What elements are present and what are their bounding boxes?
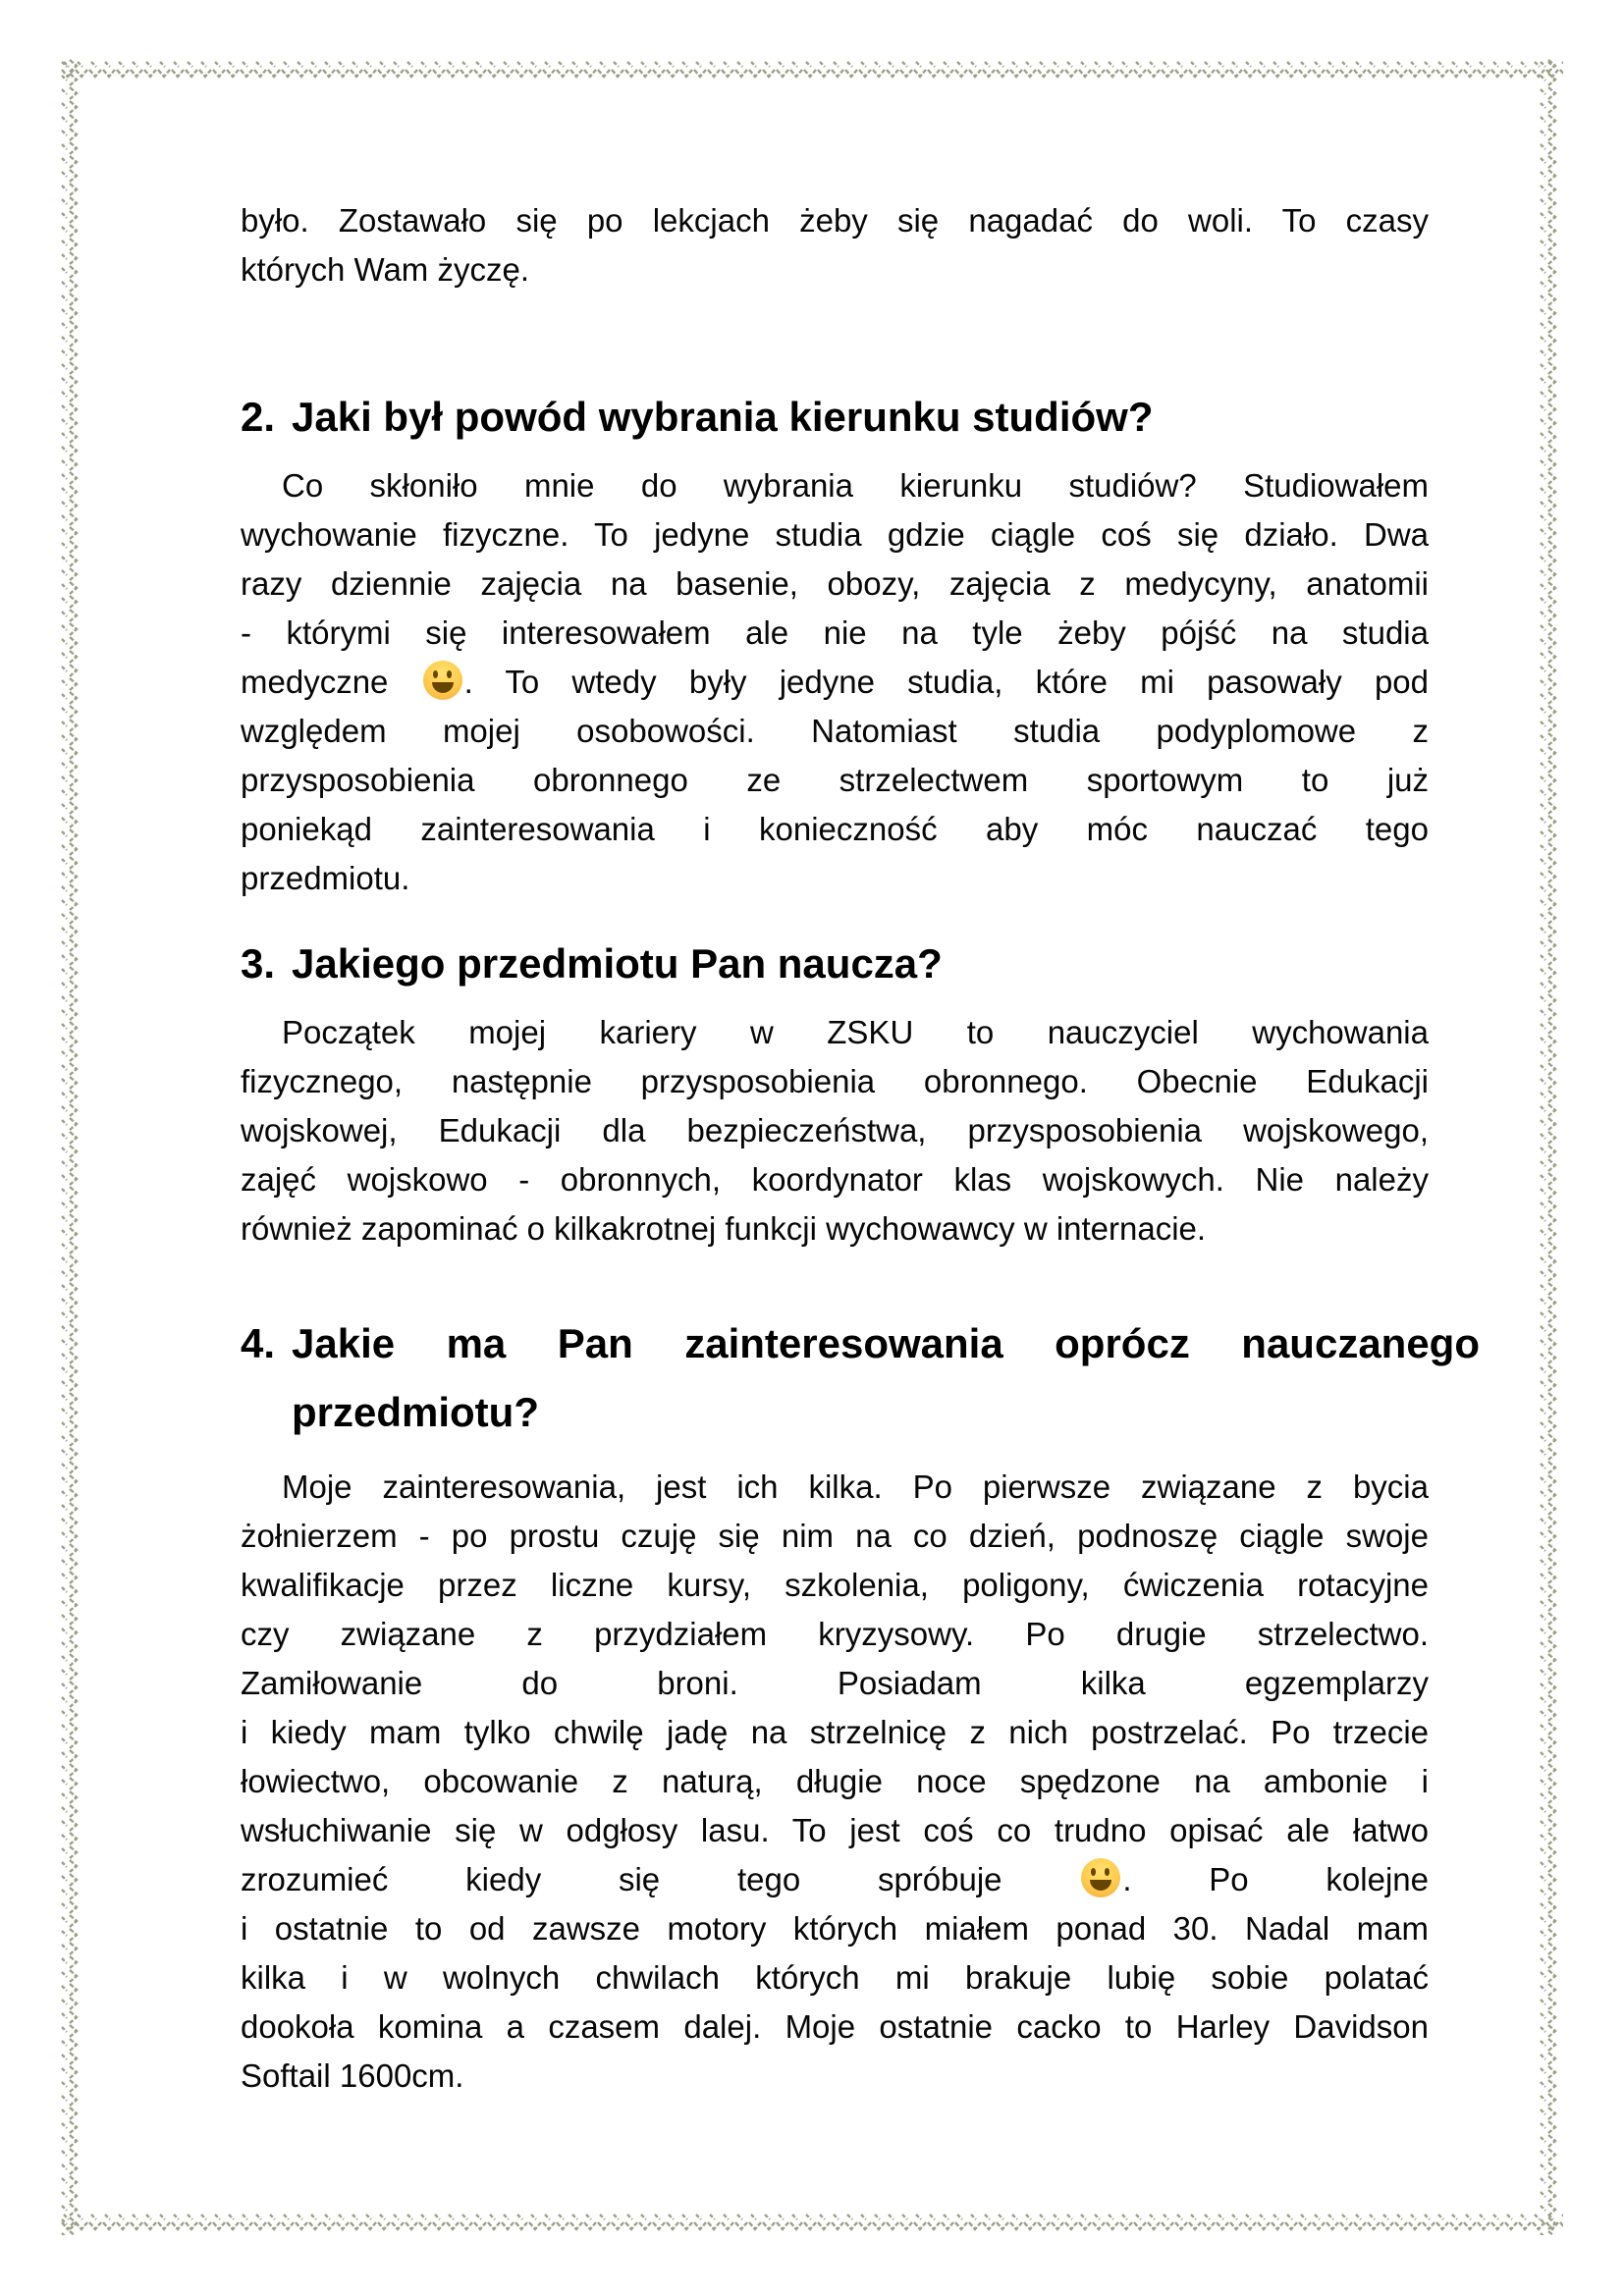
heading-text <box>292 383 1480 452</box>
text-line: których Wam życzę. <box>241 251 529 288</box>
text-line: Początek mojej kariery w ZSKU to nauczyciel wychowania <box>282 1014 1429 1050</box>
text-line: zrozumieć kiedy się tego spróbuje . Po kolejne <box>241 1855 1429 1904</box>
text-line: przysposobienia obronnego ze strzelectwem sportowym to już <box>241 762 1429 798</box>
text-line: czy związane z przydziałem kryzysowy. Po drugie strzelectwo. <box>241 1616 1429 1652</box>
text-line: wychowanie fizyczne. To jedyne studia gdzie ciągle coś się działo. Dwa <box>241 516 1429 553</box>
text-line: przedmiotu? <box>292 1389 539 1435</box>
page-border-right <box>1538 59 1561 2235</box>
heading-text <box>292 1309 1480 1447</box>
text-line: również zapominać o kilkakrotnej funkcji wychowawcy w internacie. <box>241 1210 1207 1247</box>
text-line: Zamiłowanie do broni. Posiadam kilka egzemplarzy <box>241 1665 1429 1701</box>
text-line: medyczne . To wtedy były jedyne studia, które mi pasowały pod <box>241 658 1429 707</box>
section-2-paragraph <box>241 461 1429 903</box>
text-line: Co skłoniło mnie do wybrania kierunku studiów? Studiowałem <box>282 467 1429 504</box>
heading-text <box>292 930 1480 998</box>
text-line: Moje zainteresowania, jest ich kilka. Po pierwsze związane z bycia <box>282 1468 1429 1505</box>
text-line: kilka i w wolnych chwilach których mi brakuje lubię sobie polatać <box>241 1959 1429 1996</box>
section-3-paragraph <box>241 1008 1429 1254</box>
section-3-heading <box>241 930 1480 998</box>
text-line: i ostatnie to od zawsze motory których miałem ponad 30. Nadal mam <box>241 1910 1429 1947</box>
text-line: Jakie ma Pan zainteresowania oprócz nauczanego <box>292 1320 1480 1366</box>
section-4-heading <box>241 1309 1480 1447</box>
text-line: przedmiotu. <box>241 860 410 896</box>
page-border-left <box>59 59 82 2235</box>
text-line: poniekąd zainteresowania i konieczność aby móc nauczać tego <box>241 811 1429 847</box>
text-line: Jaki był powód wybrania kierunku studiów? <box>292 394 1154 440</box>
intro-paragraph <box>241 196 1429 294</box>
text-line: wojskowej, Edukacji dla bezpieczeństwa, przysposobienia wojskowego, <box>241 1112 1429 1148</box>
page-border-top <box>61 59 1563 82</box>
section-4-paragraph <box>241 1463 1429 2101</box>
heading-number: 2. <box>241 394 276 440</box>
text-line: dookoła komina a czasem dalej. Moje ostatnie cacko to Harley Davidson <box>241 2008 1429 2045</box>
smiley-emoji <box>423 661 462 700</box>
heading-number: 3. <box>241 940 276 987</box>
text-line: fizycznego, następnie przysposobienia obronnego. Obecnie Edukacji <box>241 1063 1429 1099</box>
heading-number: 4. <box>241 1320 276 1366</box>
smiley-emoji <box>1081 1858 1120 1897</box>
text-line: zajęć wojskowo - obronnych, koordynator klas wojskowych. Nie należy <box>241 1161 1429 1198</box>
text-line: Jakiego przedmiotu Pan naucza? <box>292 940 943 987</box>
text-line: Softail 1600cm. <box>241 2057 464 2094</box>
text-line: i kiedy mam tylko chwilę jadę na strzelnicę z nich postrzelać. Po trzecie <box>241 1714 1429 1750</box>
text-line: względem mojej osobowości. Natomiast studia podyplomowe z <box>241 713 1429 749</box>
text-line: razy dziennie zajęcia na basenie, obozy, zajęcia z medycyny, anatomii <box>241 565 1429 602</box>
text-line: wsłuchiwanie się w odgłosy lasu. To jest coś co trudno opisać ale łatwo <box>241 1812 1429 1848</box>
text-line: żołnierzem - po prostu czuję się nim na co dzień, podnoszę ciągle swoje <box>241 1518 1429 1554</box>
page-border-bottom <box>61 2212 1563 2235</box>
text-line: - którymi się interesowałem ale nie na tyle żeby pójść na studia <box>241 614 1429 651</box>
section-2-heading <box>241 383 1480 452</box>
text-line: było. Zostawało się po lekcjach żeby się nagadać do woli. To czasy <box>241 202 1429 239</box>
text-line: łowiectwo, obcowanie z naturą, długie noce spędzone na ambonie i <box>241 1763 1429 1799</box>
text-line: kwalifikacje przez liczne kursy, szkolenia, poligony, ćwiczenia rotacyjne <box>241 1567 1429 1603</box>
